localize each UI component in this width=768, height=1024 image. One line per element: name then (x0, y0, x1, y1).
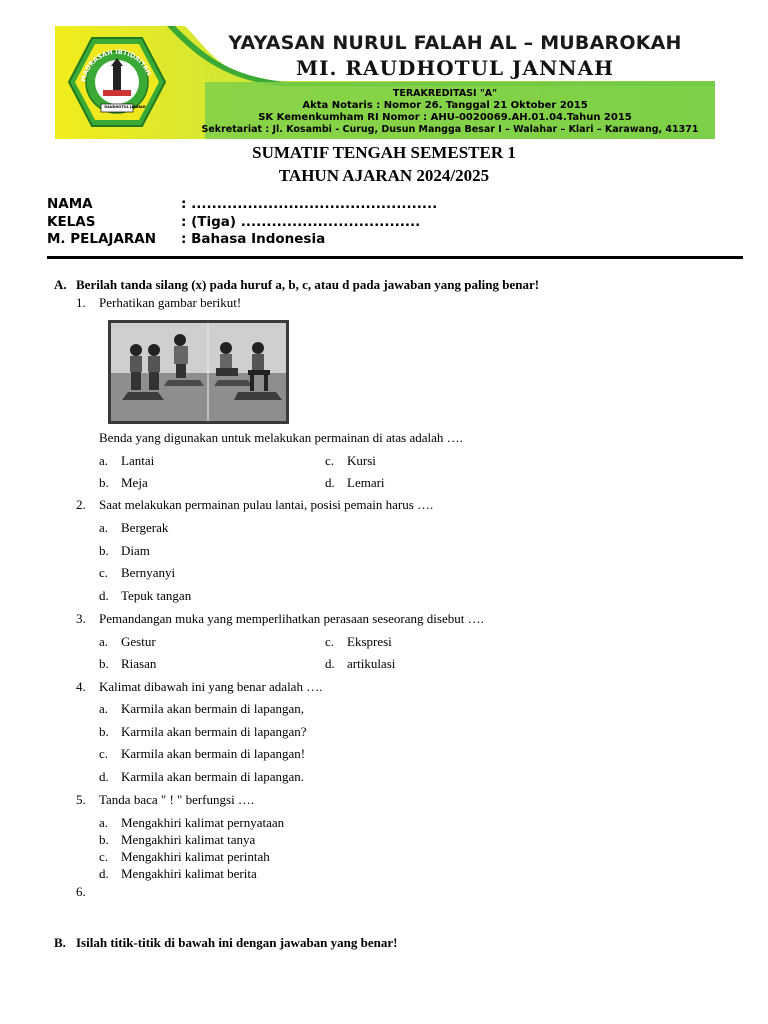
svg-text:MADRASAH IBTIDAIYAH: MADRASAH IBTIDAIYAH (79, 47, 153, 83)
identity-value-class: : (Tiga) ................................... (181, 214, 421, 230)
q5-option-text: Mengakhiri kalimat perintah (121, 849, 270, 864)
q5-option-label: d. (99, 866, 109, 881)
identity-label-class: KELAS (47, 214, 96, 230)
school-header-banner (55, 26, 715, 139)
q1-option-text: Meja (121, 475, 148, 490)
q2-option-text: Tepuk tangan (121, 588, 192, 603)
q3-option-label: c. (325, 634, 335, 649)
q5-option-label: c. (99, 849, 109, 864)
q5-text: Tanda baca " ! " berfungsi …. (99, 792, 255, 807)
q3-option-text: Riasan (121, 656, 157, 671)
q3-text: Pemandangan muka yang memperlihatkan perasaan seseorang disebut …. (99, 611, 484, 626)
logo-bottom-text: RAUDHOTUL JANNAH (104, 105, 146, 109)
section-a-instruction: Berilah tanda silang (x) pada huruf a, b, c, atau d pada jawaban yang paling benar! (76, 277, 540, 292)
q3-option-text: Ekspresi (347, 634, 392, 649)
notary-text: Akta Notaris : Nomor 26. Tanggal 21 Oktober 2015 (302, 100, 588, 111)
section-b-instruction: Isilah titik-titik di bawah ini dengan jawaban yang benar! (76, 935, 398, 950)
q2-number: 2. (76, 497, 86, 512)
q1-intro: Perhatikan gambar berikut! (99, 295, 242, 310)
q3-option-label: b. (99, 656, 109, 671)
q4-option-text: Karmila akan bermain di lapangan? (121, 724, 307, 739)
foundation-name: YAYASAN NURUL FALAH AL – MUBAROKAH (228, 32, 682, 54)
q2-option-label: a. (99, 520, 109, 535)
q1-option-label: d. (325, 475, 335, 490)
q4-option-text: Karmila akan bermain di lapangan. (121, 769, 305, 784)
q3-option-text: Gestur (121, 634, 156, 649)
q4-option-label: b. (99, 724, 109, 739)
q5-option-label: b. (99, 832, 109, 847)
secretariat-text: Sekretariat : Jl. Kosambi - Curug, Dusun Mangga Besar I – Walahar – Klari – Karawang, 41371 (201, 124, 699, 135)
q4-option-text: Karmila akan bermain di lapangan! (121, 746, 306, 761)
q6-number: 6. (76, 884, 86, 899)
school-name: MI. RAUDHOTUL JANNAH (296, 56, 614, 80)
floor-island-game-photo (108, 320, 289, 424)
accreditation-text: TERAKREDITASI "A" (392, 88, 498, 99)
q3-number: 3. (76, 611, 86, 626)
q1-option-text: Lemari (347, 475, 385, 490)
q3-option-label: d. (325, 656, 335, 671)
q1-option-text: Kursi (347, 453, 376, 468)
q4-option-text: Karmila akan bermain di lapangan, (121, 701, 305, 716)
q2-option-text: Bernyanyi (121, 565, 176, 580)
q4-number: 4. (76, 679, 86, 694)
q1-number: 1. (76, 295, 86, 310)
q4-option-label: c. (99, 746, 109, 761)
q2-option-label: c. (99, 565, 109, 580)
exam-title: SUMATIF TENGAH SEMESTER 1 (252, 143, 516, 162)
identity-label-name: NAMA (47, 196, 93, 212)
section-a-marker: A. (54, 277, 67, 292)
q5-option-text: Mengakhiri kalimat berita (121, 866, 257, 881)
header-divider (47, 256, 743, 259)
identity-value-subject: : Bahasa Indonesia (181, 231, 326, 247)
q5-option-text: Mengakhiri kalimat pernyataan (121, 815, 285, 830)
sk-text: SK Kemenkumham RI Nomor : AHU-0020069.AH.01.04.Tahun 2015 (258, 112, 632, 123)
q2-option-text: Bergerak (121, 520, 169, 535)
q4-option-label: a. (99, 701, 109, 716)
q2-option-label: b. (99, 543, 109, 558)
exam-year: TAHUN AJARAN 2024/2025 (278, 166, 490, 185)
q4-option-label: d. (99, 769, 109, 784)
q5-option-text: Mengakhiri kalimat tanya (121, 832, 256, 847)
identity-value-name: : ................................................ (181, 196, 438, 212)
section-b-marker: B. (54, 935, 66, 950)
q2-option-label: d. (99, 588, 109, 603)
q1-option-label: a. (99, 453, 109, 468)
q3-option-text: artikulasi (347, 656, 396, 671)
q5-option-label: a. (99, 815, 109, 830)
q3-option-label: a. (99, 634, 109, 649)
q1-text: Benda yang digunakan untuk melakukan permainan di atas adalah …. (99, 430, 463, 445)
q4-text: Kalimat dibawah ini yang benar adalah …. (99, 679, 323, 694)
q1-option-text: Lantai (121, 453, 155, 468)
q5-number: 5. (76, 792, 86, 807)
q1-option-label: b. (99, 475, 109, 490)
logo-arc-text (75, 36, 159, 96)
q1-option-label: c. (325, 453, 335, 468)
q2-option-text: Diam (121, 543, 150, 558)
identity-label-subject: M. PELAJARAN (47, 231, 157, 247)
q2-text: Saat melakukan permainan pulau lantai, posisi pemain harus …. (99, 497, 434, 512)
